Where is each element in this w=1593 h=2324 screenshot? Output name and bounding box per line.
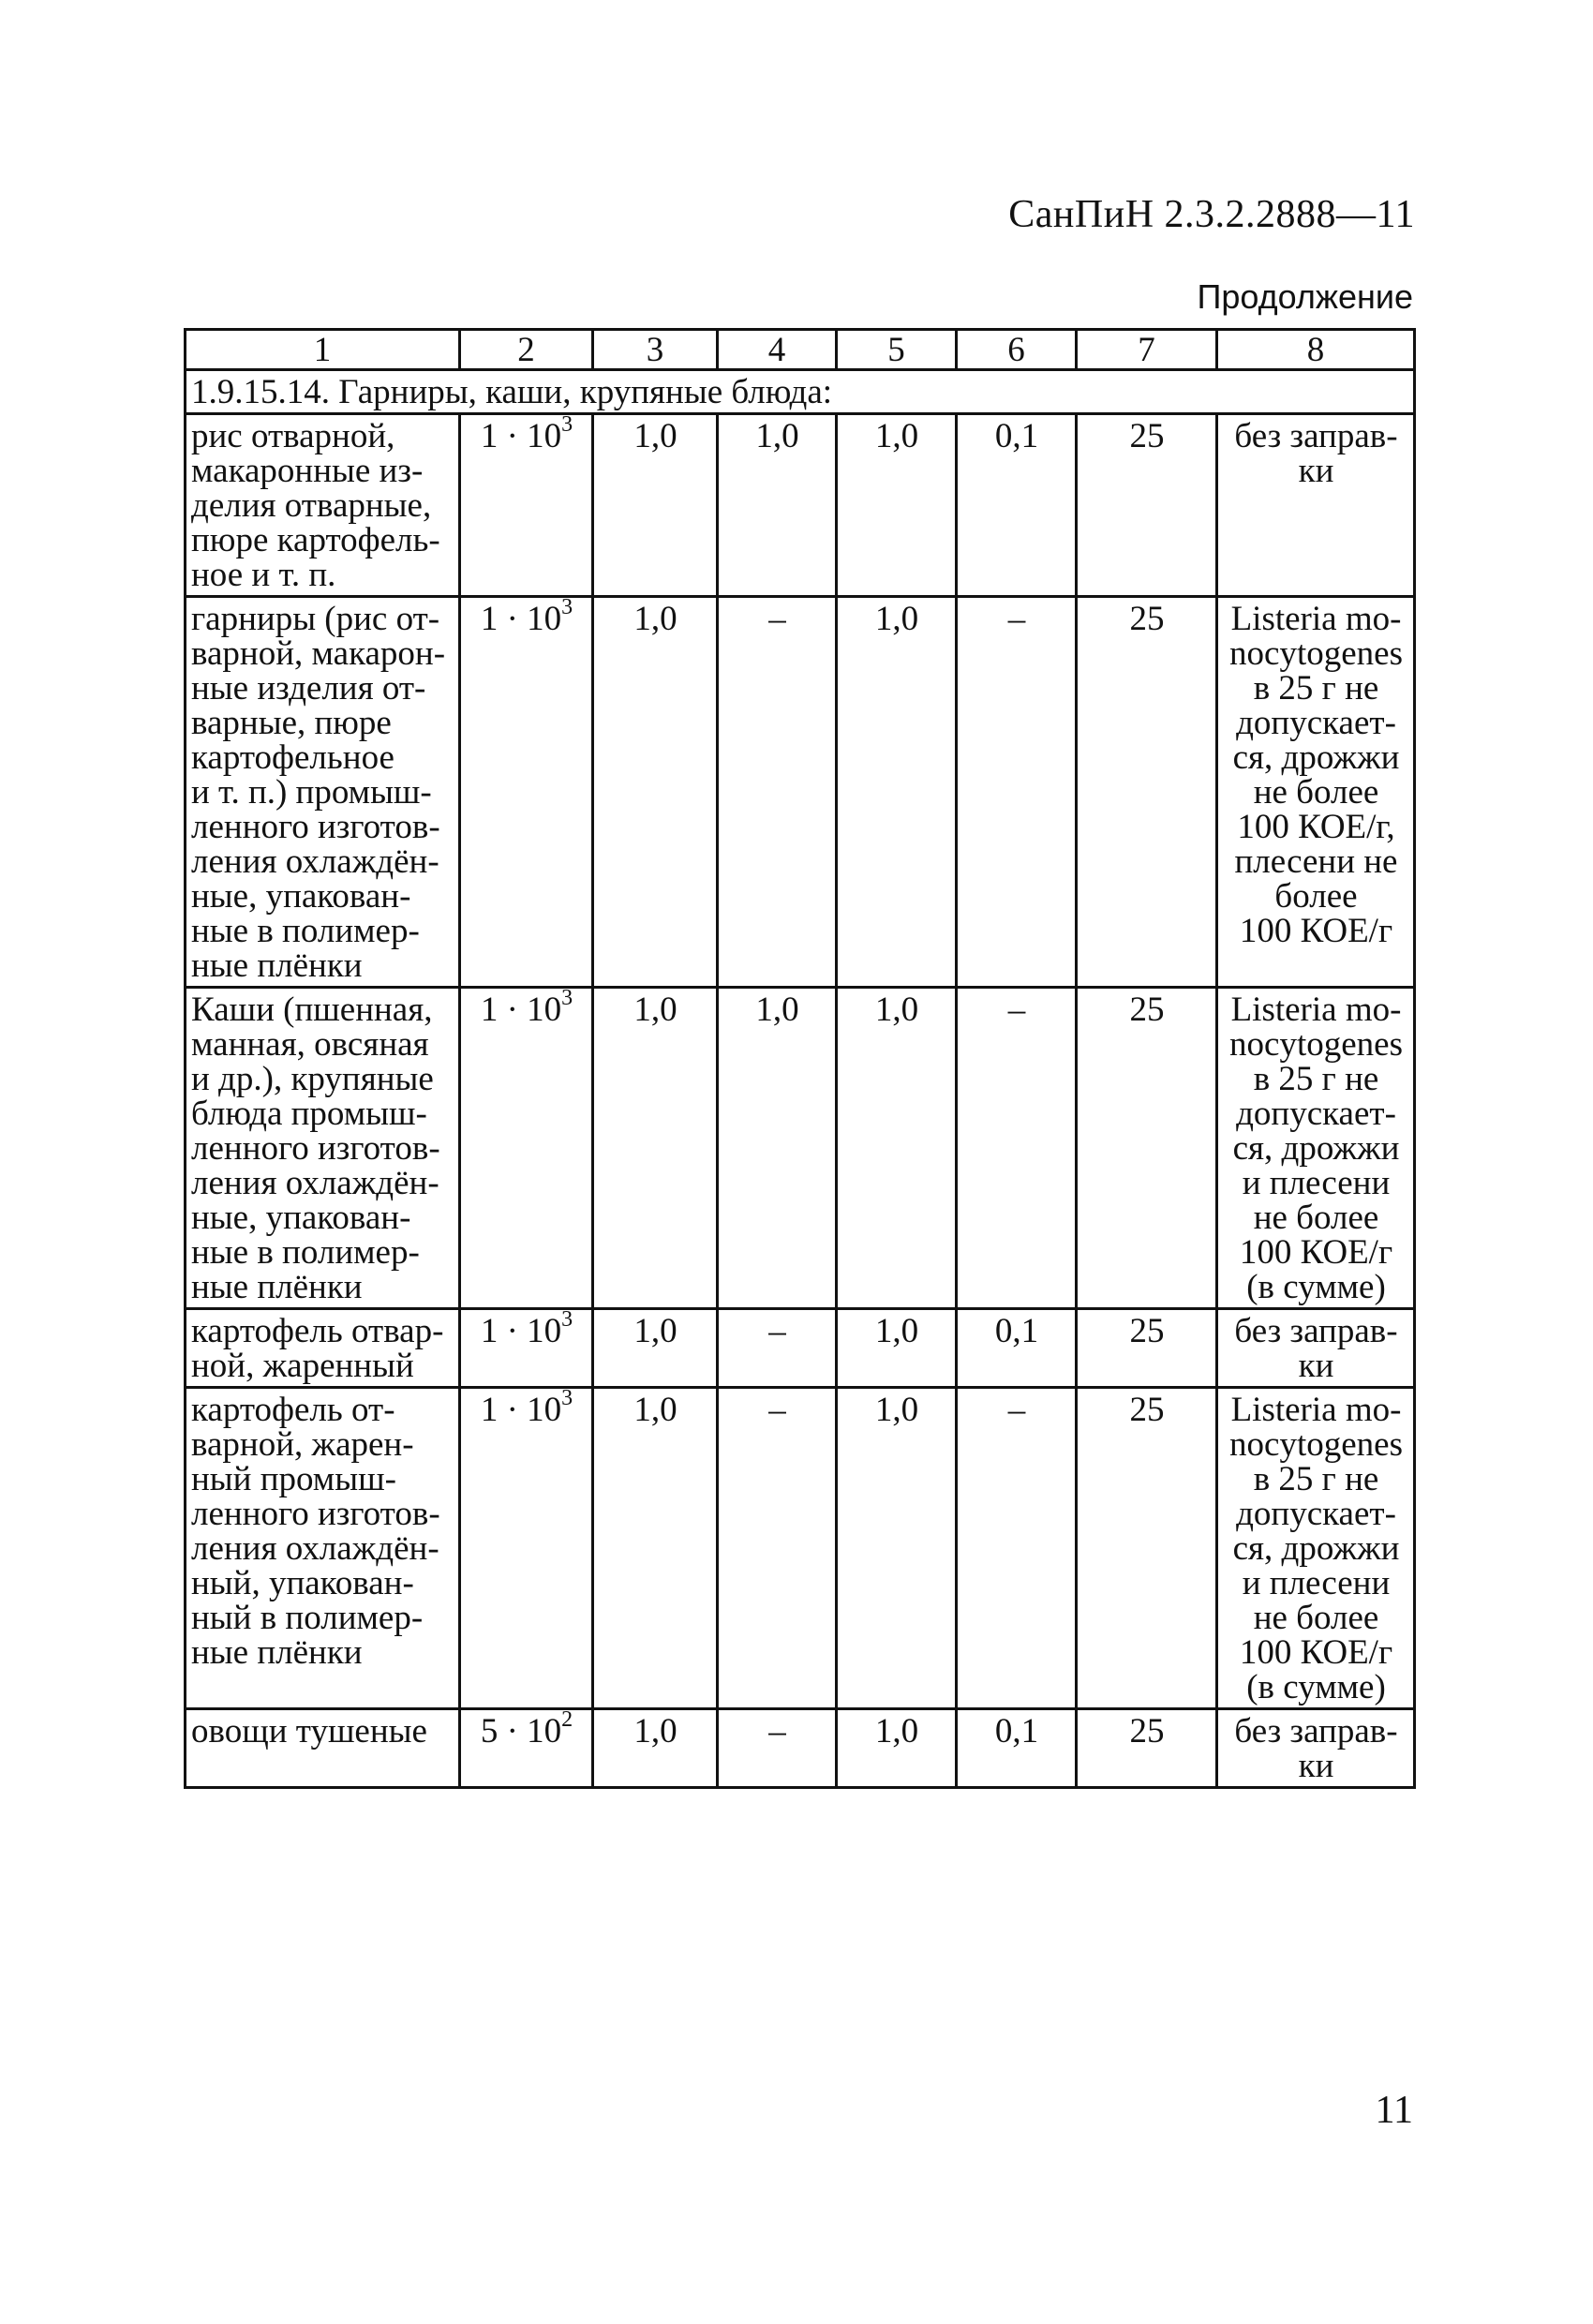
value-cell-c6: – bbox=[957, 988, 1077, 1309]
product-name-line: ное и т. п. bbox=[191, 556, 336, 594]
table-row bbox=[186, 414, 1415, 597]
column-number: 3 bbox=[593, 330, 718, 370]
value-cell-c3: 1,0 bbox=[593, 988, 718, 1309]
product-name-line: ной, жаренный bbox=[191, 1347, 414, 1385]
value-cell-c4: 1,0 bbox=[718, 988, 837, 1309]
kmafanm-cell bbox=[460, 594, 593, 988]
note-line: 100 КОЕ/г bbox=[1239, 1633, 1393, 1672]
product-name-line: ления охлаждён- bbox=[191, 1529, 439, 1568]
product-name-line: ные плёнки bbox=[191, 946, 363, 985]
value-cell-c4: 1,0 bbox=[718, 414, 837, 597]
value-cell-c4: – bbox=[718, 597, 837, 988]
product-name-line: овощи тушеные bbox=[191, 1712, 427, 1750]
note-line: nocytogenes bbox=[1229, 1025, 1403, 1064]
value-cell-c7: 25 bbox=[1077, 1388, 1217, 1709]
kmafanm-exponent: 3 bbox=[561, 1385, 573, 1410]
value-cell-c7: 25 bbox=[1077, 414, 1217, 597]
value-cell-c5: 1,0 bbox=[837, 988, 957, 1309]
note-line: без заправ- bbox=[1234, 1712, 1398, 1750]
kmafanm-exponent: 2 bbox=[561, 1706, 573, 1732]
note-line: допускает- bbox=[1236, 1095, 1396, 1133]
product-name-cell bbox=[186, 1309, 460, 1388]
value-cell-c3: 1,0 bbox=[593, 1709, 718, 1788]
kmafanm-base: 1 · 10 bbox=[480, 417, 562, 455]
note-line: Listeria mo- bbox=[1230, 991, 1402, 1029]
product-name-cell bbox=[186, 414, 460, 597]
note-line: в 25 г не bbox=[1253, 1460, 1379, 1498]
note-line: ся, дрожжи bbox=[1232, 738, 1400, 777]
value-cell-c5: 1,0 bbox=[837, 597, 957, 988]
product-name-line: ленного изготов- bbox=[191, 1129, 440, 1168]
product-name-line: ленного изготов- bbox=[191, 1495, 440, 1533]
note-line: Listeria mo- bbox=[1230, 1391, 1402, 1429]
note-cell bbox=[1217, 414, 1415, 597]
note-line: (в сумме) bbox=[1246, 1268, 1386, 1306]
section-title: 1.9.15.14. Гарниры, каши, крупяные блюда: bbox=[186, 370, 1415, 414]
product-name-line: делия отварные, bbox=[191, 486, 432, 525]
table-row bbox=[186, 1709, 1415, 1788]
value-cell-c7: 25 bbox=[1077, 1309, 1217, 1388]
note-line: 100 КОЕ/г bbox=[1239, 1233, 1393, 1272]
product-name-cell bbox=[186, 988, 460, 1309]
note-cell bbox=[1217, 597, 1415, 988]
note-line: не более bbox=[1253, 773, 1379, 812]
product-name-line: гарниры (рис от- bbox=[191, 600, 440, 638]
product-name-line: и др.), крупяные bbox=[191, 1060, 434, 1098]
kmafanm-exponent: 3 bbox=[561, 1306, 573, 1332]
note-cell bbox=[1217, 1309, 1415, 1388]
kmafanm-base: 5 · 10 bbox=[480, 1712, 562, 1750]
value-cell-c5: 1,0 bbox=[837, 1388, 957, 1709]
note-line: nocytogenes bbox=[1229, 634, 1403, 673]
value-cell-c4: – bbox=[718, 1709, 837, 1788]
value-cell-c5: 1,0 bbox=[837, 1309, 957, 1388]
product-name-line: ный, упакован- bbox=[191, 1564, 414, 1602]
product-name-line: картофельное bbox=[191, 738, 395, 777]
product-name-line: ления охлаждён- bbox=[191, 842, 439, 881]
note-line: в 25 г не bbox=[1253, 1060, 1379, 1098]
note-line: ки bbox=[1298, 452, 1334, 490]
note-line: 100 КОЕ/г, bbox=[1237, 808, 1395, 846]
product-name-line: ный промыш- bbox=[191, 1460, 396, 1498]
value-cell-c5: 1,0 bbox=[837, 1709, 957, 1788]
product-name-line: ные изделия от- bbox=[191, 669, 426, 708]
kmafanm-exponent: 3 bbox=[561, 594, 573, 619]
note-cell bbox=[1217, 1388, 1415, 1709]
product-name-line: макаронные из- bbox=[191, 452, 424, 490]
column-number: 5 bbox=[837, 330, 957, 370]
table-row bbox=[186, 597, 1415, 988]
note-line: nocytogenes bbox=[1229, 1425, 1403, 1464]
note-line: ки bbox=[1298, 1747, 1334, 1785]
column-number-row bbox=[186, 330, 1415, 370]
note-line: ки bbox=[1298, 1347, 1334, 1385]
value-cell-c6: 0,1 bbox=[957, 414, 1077, 597]
product-name-line: ные, упакован- bbox=[191, 877, 411, 916]
product-name-line: картофель от- bbox=[191, 1391, 395, 1429]
table-row bbox=[186, 1388, 1415, 1709]
product-name-line: ленного изготов- bbox=[191, 808, 440, 846]
note-line: и плесени bbox=[1242, 1564, 1391, 1602]
kmafanm-cell bbox=[460, 985, 593, 1309]
product-name-cell bbox=[186, 1388, 460, 1709]
column-number: 4 bbox=[718, 330, 837, 370]
table-row bbox=[186, 988, 1415, 1309]
kmafanm-base: 1 · 10 bbox=[480, 600, 562, 638]
value-cell-c4: – bbox=[718, 1388, 837, 1709]
product-name-line: блюда промыш- bbox=[191, 1095, 427, 1133]
product-name-line: Каши (пшенная, bbox=[191, 991, 433, 1029]
value-cell-c5: 1,0 bbox=[837, 414, 957, 597]
note-line: ся, дрожжи bbox=[1232, 1529, 1400, 1568]
kmafanm-cell bbox=[460, 411, 593, 597]
table-row bbox=[186, 1309, 1415, 1388]
value-cell-c6: – bbox=[957, 597, 1077, 988]
value-cell-c4: – bbox=[718, 1309, 837, 1388]
kmafanm-cell bbox=[460, 1385, 593, 1709]
product-name-cell bbox=[186, 1709, 460, 1788]
product-name-line: пюре картофель- bbox=[191, 521, 440, 559]
product-name-line: ные, упакован- bbox=[191, 1199, 411, 1237]
product-name-line: варные, пюре bbox=[191, 704, 392, 742]
column-number: 2 bbox=[460, 330, 593, 370]
value-cell-c3: 1,0 bbox=[593, 1388, 718, 1709]
product-name-line: и т. п.) промыш- bbox=[191, 773, 432, 812]
value-cell-c3: 1,0 bbox=[593, 1309, 718, 1388]
product-name-line: варной, жарен- bbox=[191, 1425, 414, 1464]
note-line: без заправ- bbox=[1234, 1312, 1398, 1350]
value-cell-c3: 1,0 bbox=[593, 414, 718, 597]
note-line: Listeria mo- bbox=[1230, 600, 1402, 638]
value-cell-c7: 25 bbox=[1077, 988, 1217, 1309]
note-cell bbox=[1217, 988, 1415, 1309]
note-line: и плесени bbox=[1242, 1164, 1391, 1202]
value-cell-c6: 0,1 bbox=[957, 1309, 1077, 1388]
product-name-line: ные в полимер- bbox=[191, 1233, 420, 1272]
value-cell-c7: 25 bbox=[1077, 597, 1217, 988]
column-number: 8 bbox=[1217, 330, 1415, 370]
product-name-line: манная, овсяная bbox=[191, 1025, 429, 1064]
document-header: СанПиН 2.3.2.2888—11 bbox=[1008, 193, 1415, 236]
kmafanm-base: 1 · 10 bbox=[480, 1312, 562, 1350]
note-line: допускает- bbox=[1236, 704, 1396, 742]
product-name-line: варной, макарон- bbox=[191, 634, 446, 673]
value-cell-c3: 1,0 bbox=[593, 597, 718, 988]
note-line: допускает- bbox=[1236, 1495, 1396, 1533]
product-name-line: картофель отвар- bbox=[191, 1312, 444, 1350]
value-cell-c7: 25 bbox=[1077, 1709, 1217, 1788]
page-number: 11 bbox=[1375, 2089, 1413, 2132]
continuation-label: Продолжение bbox=[1197, 277, 1413, 316]
norms-table bbox=[184, 328, 1416, 1789]
note-cell bbox=[1217, 1709, 1415, 1788]
kmafanm-exponent: 3 bbox=[561, 411, 573, 437]
note-line: не более bbox=[1253, 1199, 1379, 1237]
note-line: не более bbox=[1253, 1599, 1379, 1637]
kmafanm-exponent: 3 bbox=[561, 985, 573, 1010]
product-name-line: ные плёнки bbox=[191, 1268, 363, 1306]
note-line: 100 КОЕ/г bbox=[1239, 912, 1393, 950]
note-line: ся, дрожжи bbox=[1232, 1129, 1400, 1168]
kmafanm-base: 1 · 10 bbox=[480, 991, 562, 1029]
section-row bbox=[186, 370, 1415, 414]
product-name-line: ления охлаждён- bbox=[191, 1164, 439, 1202]
product-name-line: рис отварной, bbox=[191, 417, 395, 455]
kmafanm-base: 1 · 10 bbox=[480, 1391, 562, 1429]
column-number: 7 bbox=[1077, 330, 1217, 370]
note-line: без заправ- bbox=[1234, 417, 1398, 455]
product-name-line: ные в полимер- bbox=[191, 912, 420, 950]
value-cell-c6: – bbox=[957, 1388, 1077, 1709]
product-name-line: ные плёнки bbox=[191, 1633, 363, 1672]
note-line: плесени не bbox=[1234, 842, 1398, 881]
note-line: более bbox=[1274, 877, 1358, 916]
note-line: (в сумме) bbox=[1246, 1668, 1386, 1706]
column-number: 1 bbox=[186, 330, 460, 370]
product-name-line: ный в полимер- bbox=[191, 1599, 424, 1637]
note-line: в 25 г не bbox=[1253, 669, 1379, 708]
product-name-cell bbox=[186, 597, 460, 988]
column-number: 6 bbox=[957, 330, 1077, 370]
value-cell-c6: 0,1 bbox=[957, 1709, 1077, 1788]
kmafanm-cell bbox=[460, 1706, 593, 1788]
kmafanm-cell bbox=[460, 1306, 593, 1388]
